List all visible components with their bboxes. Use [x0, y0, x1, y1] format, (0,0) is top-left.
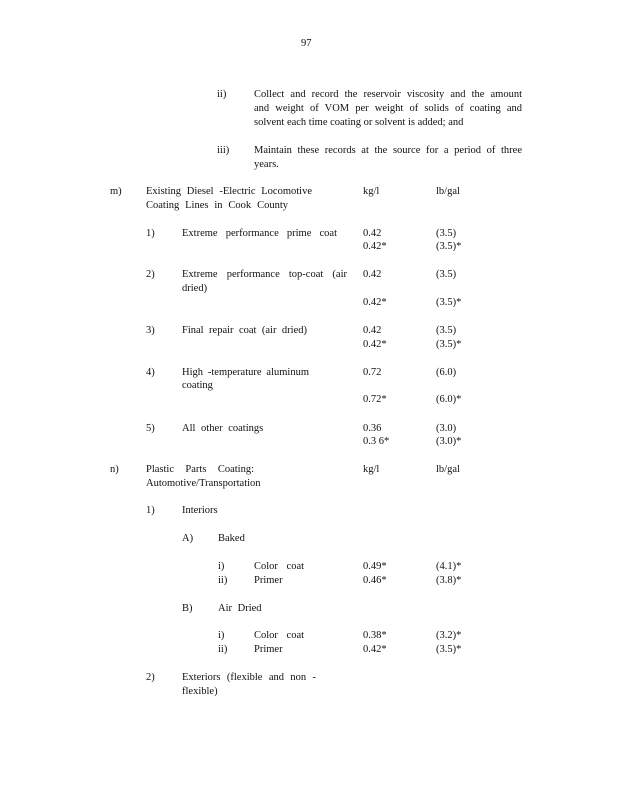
m-item-3-label: Final repair coat (air dried) — [182, 325, 307, 336]
n-sub-a-row-1-kg: 0.49* — [363, 561, 387, 572]
intro-item-ii-line-1: Collect and record the reservoir viscosity and the amount — [254, 89, 522, 100]
n-sub-b-row-1-number: i) — [218, 630, 225, 641]
m-item-1-number: 1) — [146, 228, 155, 239]
section-m-unit-kg: kg/l — [363, 186, 380, 197]
n-sub-a-label: Baked — [218, 533, 245, 544]
page-number: 97 — [301, 38, 312, 49]
m-item-5-lb-1: (3.0) — [436, 423, 457, 434]
section-n-title-line-2: Automotive/Transportation — [146, 478, 261, 489]
m-item-1-kg-2: 0.42* — [363, 241, 387, 252]
n-sub-b-row-2-kg: 0.42* — [363, 644, 387, 655]
m-item-4-kg-2: 0.72* — [363, 394, 387, 405]
m-item-1-lb-1: (3.5) — [436, 228, 457, 239]
n-item-2-label-line-1: Exteriors (flexible and non - — [182, 672, 316, 683]
m-item-4-lb-1: (6.0) — [436, 367, 457, 378]
m-item-1-label: Extreme performance prime coat — [182, 228, 337, 239]
m-item-4-label-line-2: coating — [182, 380, 213, 391]
m-item-3-lb-2: (3.5)* — [436, 339, 462, 350]
m-item-2-label-line-1: Extreme performance top-coat (air — [182, 269, 347, 280]
section-n-letter: n) — [110, 464, 119, 475]
m-item-4-kg-1: 0.72 — [363, 367, 382, 378]
n-sub-a-row-2-number: ii) — [218, 575, 228, 586]
intro-item-iii-line-1: Maintain these records at the source for a period of three — [254, 145, 522, 156]
m-item-2-number: 2) — [146, 269, 155, 280]
m-item-4-number: 4) — [146, 367, 155, 378]
n-item-1-label: Interiors — [182, 505, 218, 516]
n-sub-b-label: Air Dried — [218, 603, 262, 614]
m-item-1-kg-1: 0.42 — [363, 228, 382, 239]
m-item-2-lb-1: (3.5) — [436, 269, 457, 280]
n-sub-b-row-1-kg: 0.38* — [363, 630, 387, 641]
n-sub-a-letter: A) — [182, 533, 194, 544]
m-item-2-lb-2: (3.5)* — [436, 297, 462, 308]
m-item-3-kg-2: 0.42* — [363, 339, 387, 350]
n-sub-b-row-2-number: ii) — [218, 644, 228, 655]
n-sub-a-row-1-lb: (4.1)* — [436, 561, 462, 572]
m-item-3-kg-1: 0.42 — [363, 325, 382, 336]
m-item-4-lb-2: (6.0)* — [436, 394, 462, 405]
m-item-4-label-line-1: High -temperature aluminum — [182, 367, 309, 378]
m-item-3-lb-1: (3.5) — [436, 325, 457, 336]
m-item-3-number: 3) — [146, 325, 155, 336]
n-sub-a-row-1-label: Color coat — [254, 561, 305, 572]
m-item-5-lb-2: (3.0)* — [436, 436, 462, 447]
intro-item-iii-line-2: years. — [254, 159, 279, 170]
n-sub-b-row-1-label: Color coat — [254, 630, 305, 641]
n-sub-b-row-2-label: Primer — [254, 644, 283, 655]
n-sub-b-letter: B) — [182, 603, 193, 614]
n-item-2-label-line-2: flexible) — [182, 686, 218, 697]
section-m-unit-lb: lb/gal — [436, 186, 460, 197]
m-item-5-kg-2: 0.3 6* — [363, 436, 390, 447]
section-n-unit-lb: lb/gal — [436, 464, 460, 475]
m-item-5-kg-1: 0.36 — [363, 423, 382, 434]
section-m-title-line-2: Coating Lines in Cook County — [146, 200, 288, 211]
n-item-2-number: 2) — [146, 672, 155, 683]
n-sub-a-row-2-lb: (3.8)* — [436, 575, 462, 586]
section-m-letter: m) — [110, 186, 122, 197]
n-sub-a-row-1-number: i) — [218, 561, 225, 572]
section-n-unit-kg: kg/l — [363, 464, 380, 475]
section-m-title-line-1: Existing Diesel -Electric Locomotive — [146, 186, 312, 197]
n-sub-b-row-1-lb: (3.2)* — [436, 630, 462, 641]
intro-item-ii-line-2: and weight of VOM per weight of solids of coating and — [254, 103, 522, 114]
n-item-1-number: 1) — [146, 505, 155, 516]
m-item-2-kg-2: 0.42* — [363, 297, 387, 308]
m-item-5-number: 5) — [146, 423, 155, 434]
m-item-1-lb-2: (3.5)* — [436, 241, 462, 252]
intro-item-iii-number: iii) — [217, 145, 230, 156]
section-n-title-line-1: Plastic Parts Coating: — [146, 464, 254, 475]
intro-item-ii-line-3: solvent each time coating or solvent is added; and — [254, 117, 464, 128]
m-item-2-kg-1: 0.42 — [363, 269, 382, 280]
n-sub-a-row-2-label: Primer — [254, 575, 283, 586]
intro-item-ii-number: ii) — [217, 89, 227, 100]
m-item-2-label-line-2: dried) — [182, 283, 208, 294]
n-sub-a-row-2-kg: 0.46* — [363, 575, 387, 586]
n-sub-b-row-2-lb: (3.5)* — [436, 644, 462, 655]
m-item-5-label: All other coatings — [182, 423, 264, 434]
